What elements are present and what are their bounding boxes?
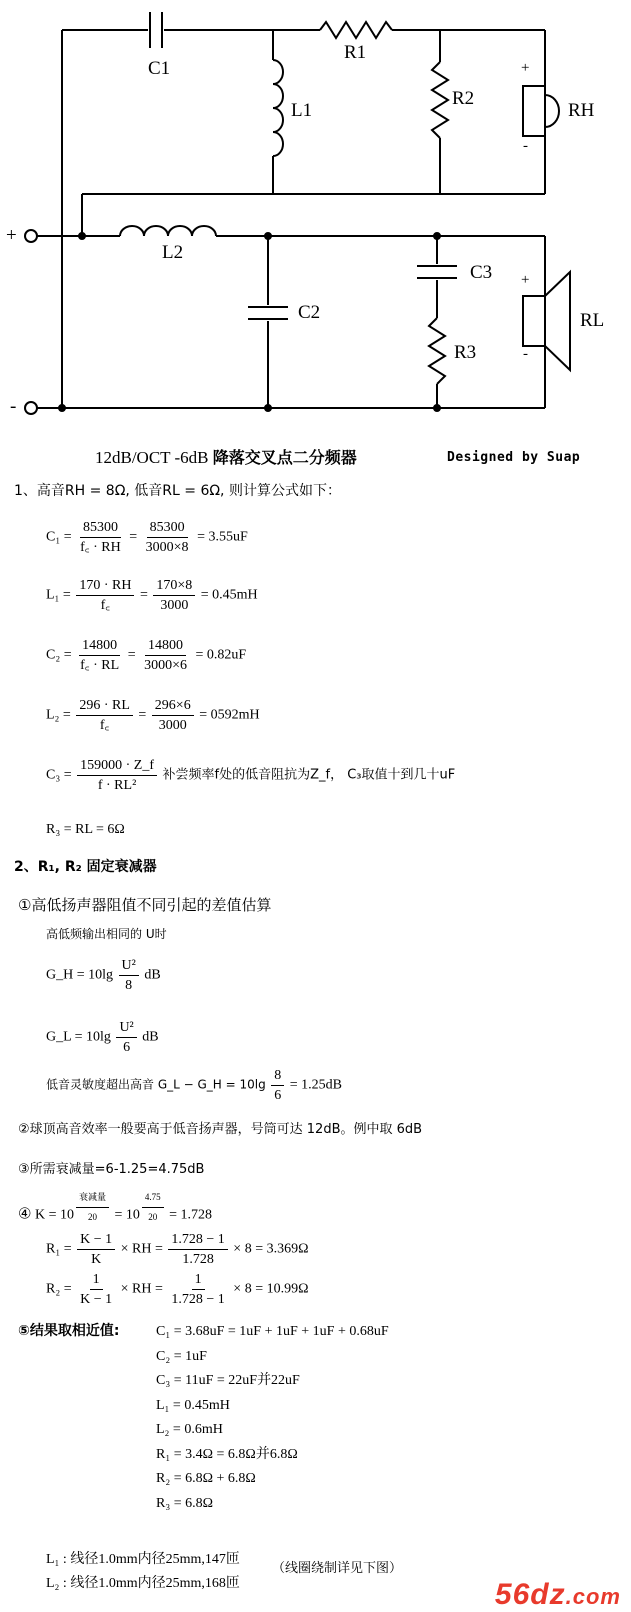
l2-lhs: L₂ =	[46, 707, 71, 723]
result-r2: R₂ = 6.8Ω + 6.8Ω	[156, 1471, 256, 1486]
gh-lhs: G_H = 10lg	[46, 967, 114, 983]
item3-text: ③所需衰减量=6-1.25=4.75dB	[18, 1162, 205, 1177]
input-plus-label: +	[6, 225, 17, 246]
k-base: K = 10	[34, 1207, 74, 1223]
result-c3: C₃ = 11uF = 22uF并22uF	[156, 1373, 300, 1388]
c3-note: 补尝频率f处的低音阻抗为Z_f， C₃取值十到几十uF	[162, 767, 456, 783]
r2-label: R2	[452, 88, 475, 109]
sens-num: 8	[271, 1068, 284, 1086]
formula-sensitivity	[46, 1068, 342, 1103]
r2-n1: 1	[90, 1272, 103, 1290]
rh-minus-label: -	[523, 138, 528, 154]
formula-r1	[46, 1232, 309, 1267]
r1-lhs: R₁ =	[46, 1241, 72, 1257]
coil-l1-spec: L₁ : 线径1.0mm内径25mm,147匝	[46, 1552, 240, 1567]
c2-n2: 14800	[145, 638, 186, 656]
c2-d2: 3000×6	[144, 658, 187, 673]
result-c1: C₁ = 3.68uF = 1uF + 1uF + 1uF + 0.68uF	[156, 1324, 389, 1339]
l1-n1: 170 · RH	[76, 578, 134, 596]
k-exp2-num: 4.75	[142, 1190, 164, 1208]
c3-d1: f · RL²	[97, 778, 137, 793]
r2-resistor	[432, 62, 448, 138]
k-mid: = 10	[114, 1207, 140, 1223]
section1-heading: 1、高音RH = 8Ω, 低音RL = 6Ω, 则计算公式如下：	[14, 483, 341, 499]
l2-result: = 0592mH	[199, 707, 260, 723]
watermark-dot: .	[565, 1584, 573, 1609]
r1-n2: 1.728 − 1	[168, 1232, 227, 1250]
item1-subtext: 高低频输出相同的 U时	[46, 927, 167, 941]
c1-n2: 85300	[147, 520, 188, 538]
item2-text: ②球顶高音效率一般要高于低音扬声器，号筒可达 12dB。例中取 6dB	[18, 1122, 423, 1137]
gl-num: U²	[116, 1020, 136, 1038]
rh-plus-label: +	[521, 60, 530, 76]
c2-lhs: C₂ =	[46, 647, 72, 663]
formula-gh	[46, 958, 161, 993]
r1-result: × 8 = 3.369Ω	[233, 1241, 309, 1257]
rl-woofer	[523, 296, 545, 346]
item1-heading: ①高低扬声器阻值不同引起的差值估算	[18, 896, 272, 914]
r2-n2: 1	[192, 1272, 205, 1290]
gh-den: 8	[125, 978, 133, 993]
l2-d2: 3000	[158, 718, 187, 733]
crossover-circuit-diagram	[0, 0, 631, 440]
result-c2: C₂ = 1uF	[156, 1348, 207, 1364]
site-watermark	[495, 1578, 621, 1612]
gh-unit: dB	[144, 967, 161, 983]
c3-label: C3	[470, 262, 493, 283]
rh-tweeter	[523, 86, 545, 136]
result-l1: L₁ = 0.45mH	[156, 1397, 230, 1413]
sens-den: 6	[274, 1088, 282, 1103]
watermark-main: 56dz	[494, 1578, 566, 1611]
watermark-tld: com	[572, 1584, 621, 1609]
gh-num: U²	[119, 958, 139, 976]
r2-lhs: R₂ =	[46, 1281, 72, 1297]
item4-marker: ④	[18, 1204, 32, 1223]
c2-n1: 14800	[79, 638, 120, 656]
r1-label: R1	[344, 42, 367, 63]
r1-d2: 1.728	[182, 1252, 214, 1267]
result-r3: R₃ = 6.8Ω	[156, 1495, 214, 1511]
l2-n2: 296×6	[152, 698, 194, 716]
r2-d1: K − 1	[80, 1292, 113, 1307]
sens-pre: 低音灵敏度超出高音 G_L − G_H = 10lg	[46, 1077, 266, 1092]
r2-result: × 8 = 10.99Ω	[233, 1281, 309, 1297]
coil-l2-spec: L₂ : 线径1.0mm内径25mm,168匝	[46, 1576, 240, 1591]
c1-d2: 3000×8	[145, 540, 189, 555]
r3-label: R3	[454, 342, 477, 363]
formula-c2: C₂ = $\frac{14800}{f꜀ \cdot RL}$ = $\frac{14800}{3000\times 6}$ = 0.82uF	[46, 638, 247, 673]
c2-label: C2	[298, 302, 321, 323]
l2-inductor	[120, 226, 216, 236]
formula-c1: C₁ = $\frac{85300}{f꜀ \cdot RH}$ = $\frac{85300}{3000\times 8}$ = 3.55uF	[46, 520, 248, 555]
l1-inductor	[273, 60, 283, 156]
title-chinese: 降落交叉点二分频器	[212, 448, 357, 467]
gl-lhs: G_L = 10lg	[46, 1029, 111, 1045]
c3-n1: 159000 · Z_f	[77, 758, 157, 776]
formula-k	[18, 1192, 213, 1233]
k-exp1-den: 20	[87, 1212, 97, 1222]
gl-den: 6	[123, 1040, 131, 1055]
c1-d1: f꜀ · RH	[80, 540, 121, 555]
result-r1: R₁ = 3.4Ω = 6.8Ω并6.8Ω	[156, 1446, 298, 1462]
l1-d2: 3000	[160, 598, 189, 613]
result-l2: L₂ = 0.6mH	[156, 1422, 223, 1437]
rl-label: RL	[580, 310, 605, 331]
formula-l2: L₂ = $\frac{296 \cdot RL}{f꜀}$ = $\frac{296\times 6}{3000}$ = 0592mH	[46, 698, 260, 733]
item5-heading: ⑤结果取相近值:	[18, 1323, 120, 1339]
sens-result: = 1.25dB	[289, 1077, 342, 1093]
k-exp2-den: 20	[148, 1212, 158, 1222]
gl-unit: dB	[142, 1029, 159, 1045]
formula-r3: R₃ = RL = 6Ω	[46, 822, 125, 837]
c2-d1: f꜀ · RL	[80, 658, 120, 673]
input-minus-label: -	[10, 396, 17, 417]
r1-d1: K	[91, 1252, 102, 1267]
coil-note: （线圈绕制详见下图）	[272, 1561, 403, 1576]
diagram-title	[95, 445, 357, 468]
r2-d2: 1.728 − 1	[171, 1292, 225, 1307]
c1-label: C1	[148, 58, 171, 79]
r3-resistor	[429, 318, 445, 384]
section2-heading: 2、R₁, R₂ 固定衰减器	[14, 859, 157, 875]
l2-n1: 296 · RL	[76, 698, 133, 716]
title-spec: 12dB/OCT -6dB	[95, 448, 209, 467]
l1-label: L1	[291, 100, 313, 121]
rh-label: RH	[568, 100, 595, 121]
rl-minus-label: -	[523, 346, 528, 362]
c3-lhs: C₃ =	[46, 767, 72, 783]
designer-credit: Designed by Suap	[447, 450, 581, 465]
result-values	[156, 1320, 389, 1516]
c1-n1: 85300	[80, 520, 121, 538]
r1-mid: × RH =	[120, 1241, 163, 1257]
k-exp1-num: 衰减量	[76, 1190, 109, 1208]
c1-lhs: C₁ =	[46, 529, 72, 545]
rl-plus-label: +	[521, 272, 530, 288]
l1-result: = 0.45mH	[200, 587, 258, 603]
c2-result: = 0.82uF	[195, 647, 247, 663]
formula-c3	[46, 758, 455, 793]
l2-d1: f꜀	[99, 718, 110, 733]
formula-l1: L₁ = $\frac{170 \cdot RH}{f꜀}$ = $\frac{170\times 8}{3000}$ = 0.45mH	[46, 578, 258, 613]
r1-resistor	[320, 22, 392, 38]
formula-gl	[46, 1020, 159, 1055]
l1-d1: f꜀	[100, 598, 111, 613]
k-result: = 1.728	[169, 1207, 213, 1223]
l2-label: L2	[162, 242, 184, 263]
r2-mid: × RH =	[120, 1281, 163, 1297]
r1-n1: K − 1	[77, 1232, 115, 1250]
l1-lhs: L₁ =	[46, 587, 71, 603]
formula-r2	[46, 1272, 309, 1307]
l1-n2: 170×8	[153, 578, 195, 596]
c1-result: = 3.55uF	[197, 529, 248, 545]
